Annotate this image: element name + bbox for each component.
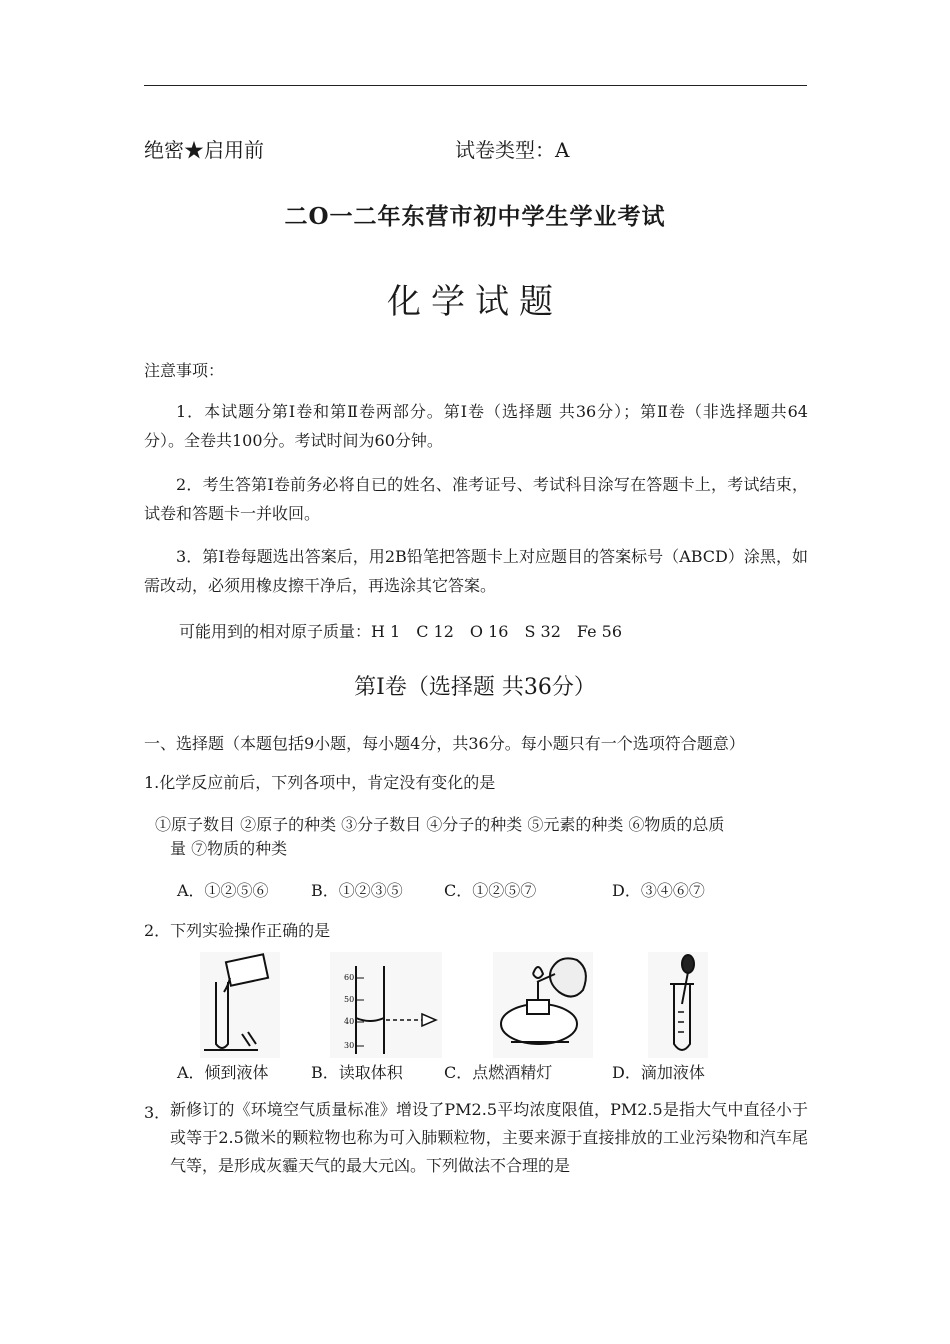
top-rule — [144, 85, 807, 86]
q2-stem: 2．下列实验操作正确的是 — [144, 921, 331, 940]
q1-items-line2: 量 ⑦物质的种类 — [170, 839, 288, 858]
q3-stem: 新修订的《环境空气质量标准》增设了PM2.5平均浓度限值，PM2.5是指大气中直径小于或等于2.5微米的颗粒物也称为可入肺颗粒物，主要来源于直接排放的工业污染物和汽车尾气等，是形成灰霾天气的最大元凶。下列做法不合理的是 — [170, 1100, 808, 1175]
reading-volume-figure — [330, 952, 442, 1058]
q1-stem: 1.化学反应前后，下列各项中，肯定没有变化的是 — [144, 773, 496, 792]
part1-title: 第Ⅰ卷（选择题 共36分） — [354, 675, 596, 700]
section-heading: 一、选择题（本题包括9小题，每小题4分，共36分。每小题只有一个选项符合题意） — [144, 734, 745, 753]
secret-label: 绝密★启用前 — [144, 138, 264, 162]
paper-type-label: 试卷类型：A — [455, 138, 570, 162]
scale-tick-50: 50 — [344, 995, 355, 1004]
subject-title: 化学试题 — [387, 282, 563, 322]
scale-tick-60: 60 — [344, 973, 355, 982]
note-item-1: 1．本试题分第Ⅰ卷和第Ⅱ卷两部分。第Ⅰ卷（选择题 共36分）；第Ⅱ卷（非选择题共64分）。全卷共100分。考试时间为60分钟。 — [144, 402, 808, 450]
note-item-2: 2．考生答第Ⅰ卷前务必将自已的姓名、准考证号、考试科目涂写在答题卡上，考试结束，试卷和答题卡一并收回。 — [144, 475, 808, 523]
q2-option-a: A．倾到液体 — [177, 1063, 269, 1082]
q3-number: 3． — [144, 1103, 171, 1122]
atomic-mass-line: 可能用到的相对原子质量：H 1 C 12 O 16 S 32 Fe 56 — [179, 622, 623, 641]
q2-option-c: C．点燃酒精灯 — [444, 1063, 553, 1082]
notes-heading: 注意事项： — [144, 361, 225, 380]
q2-option-b: B．读取体积 — [311, 1063, 403, 1082]
dropping-liquid-figure — [648, 952, 708, 1058]
q1-option-c: C．①②⑤⑦ — [444, 881, 537, 900]
lighting-lamp-figure — [493, 952, 593, 1058]
note-item-3: 3．第Ⅰ卷每题选出答案后，用2B铅笔把答题卡上对应题目的答案标号（ABCD）涂黑，如需改动，必须用橡皮擦干净后，再选涂其它答案。 — [144, 547, 808, 595]
scale-tick-30: 30 — [344, 1041, 355, 1050]
q1-option-d: D．③④⑥⑦ — [612, 881, 705, 900]
exam-title: 二O一二年东营市初中学生学业考试 — [284, 203, 666, 230]
q1-option-a: A．①②⑤⑥ — [177, 881, 269, 900]
q2-option-d: D．滴加液体 — [612, 1063, 705, 1082]
q1-option-b: B．①②③⑤ — [311, 881, 403, 900]
q1-items-line1: ①原子数目 ②原子的种类 ③分子数目 ④分子的种类 ⑤元素的种类 ⑥物质的总质 — [155, 815, 725, 834]
pouring-liquid-figure — [200, 952, 280, 1058]
scale-tick-40: 40 — [344, 1017, 355, 1026]
